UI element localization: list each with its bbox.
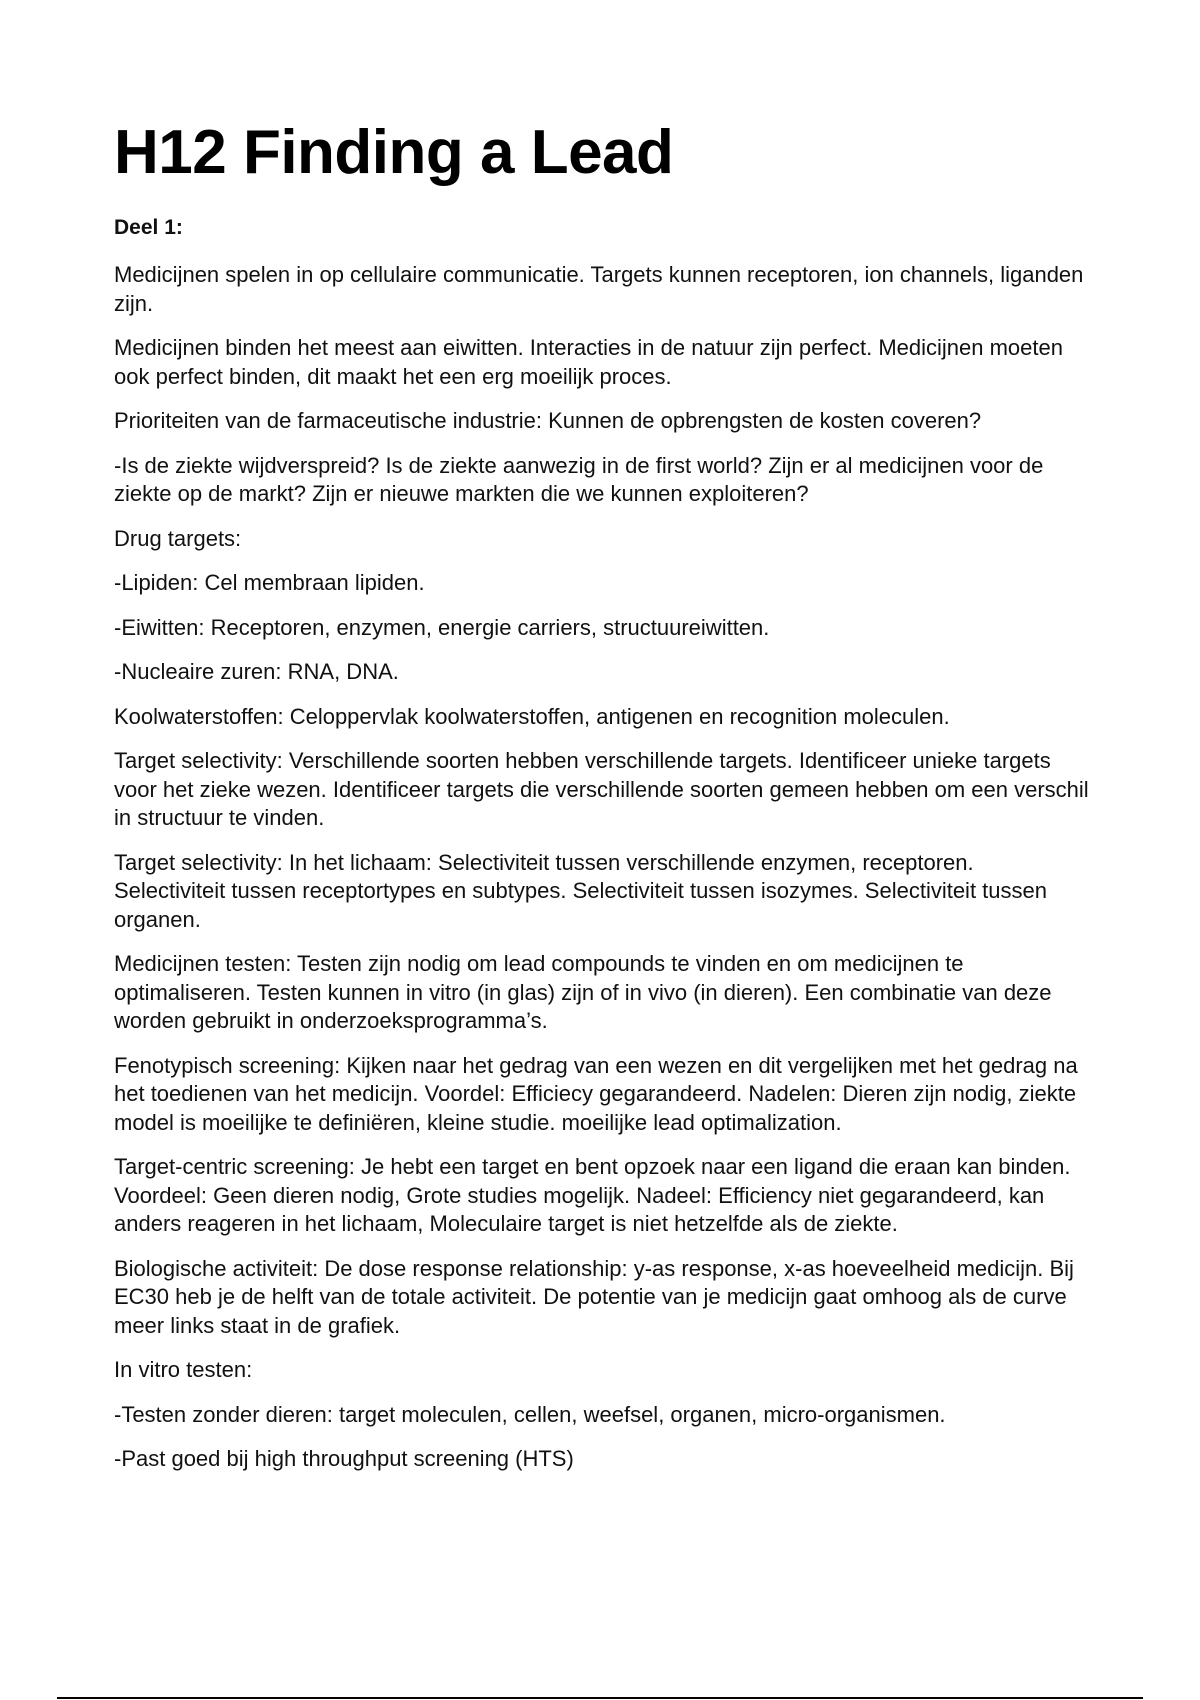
- paragraph-medicijnen-testen: Medicijnen testen: Testen zijn nodig om lead compounds te vinden en om medicijnen te optimaliseren. Testen kunnen in vitro (in glas) zijn of in vivo (in dieren). Een combinatie van deze worden gebruikt in onderzoeksprogramma’s.: [114, 951, 1052, 1033]
- list-item-eiwitten: -Eiwitten: Receptoren, enzymen, energie carriers, structuureiwitten.: [114, 614, 770, 640]
- paragraph-biologische-activiteit: Biologische activiteit: De dose response relationship: y-as response, x-as hoeveelheid medicijn. Bij EC30 heb je de helft van de totale activiteit. De potentie van je medicijn gaat omhoog als de curve meer links staat in de grafiek.: [114, 1255, 1074, 1338]
- paragraph-eiwitten-binden: Medicijnen binden het meest aan eiwitten. Interacties in de natuur zijn perfect. Medicijnen moeten ook perfect binden, dit maakt het een erg moeilijk proces.: [114, 335, 1063, 389]
- section-heading: Deel 1:: [114, 216, 183, 239]
- paragraph-cellulaire-communicatie: Medicijnen spelen in op cellulaire communicatie. Targets kunnen receptoren, ion channels, liganden zijn.: [114, 262, 1084, 316]
- document-page: [114, 118, 1089, 1490]
- list-item-testen-zonder-dieren: -Testen zonder dieren: target moleculen, cellen, weefsel, organen, micro-organismen.: [114, 1401, 946, 1427]
- paragraph-prioriteiten: Prioriteiten van de farmaceutische industrie: Kunnen de opbrengsten de kosten coveren?: [114, 408, 982, 433]
- page-title: H12 Finding a Lead: [114, 118, 674, 187]
- list-item-nucleaire-zuren: -Nucleaire zuren: RNA, DNA.: [114, 659, 399, 684]
- paragraph-koolwaterstoffen: Koolwaterstoffen: Celoppervlak koolwaterstoffen, antigenen en recognition moleculen.: [114, 703, 950, 729]
- paragraph-target-centric-screening: Target-centric screening: Je hebt een target en bent opzoek naar een ligand die eraan kan binden. Voordeel: Geen dieren nodig, Grote studies mogelijk. Nadeel: Efficiency niet gegarandeerd, kan anders reageren in het lichaam, Moleculaire target is niet hetzelfde als de ziekte.: [114, 1154, 1071, 1236]
- list-item-lipiden: -Lipiden: Cel membraan lipiden.: [114, 570, 425, 595]
- paragraph-target-selectivity-soorten: Target selectivity: Verschillende soorten hebben verschillende targets. Identificeer unieke targets voor het zieke wezen. Identificeer targets die verschillende soorten gemeen hebben om een verschil in structuur te vinden.: [114, 748, 1089, 830]
- list-item-high-throughput-screening: -Past goed bij high throughput screening (HTS): [114, 1446, 574, 1471]
- paragraph-fenotypisch-screening: Fenotypisch screening: Kijken naar het gedrag van een wezen en dit vergelijken met het gedrag na het toedienen van het medicijn. Voordel: Efficiecy gegarandeerd. Nadelen: Dieren zijn nodig, ziekte model is moeilijke te definiëren, kleine studie. moeilijke lead optimalization.: [114, 1052, 1078, 1135]
- paragraph-drug-targets: Drug targets:: [114, 525, 242, 551]
- paragraph-in-vitro-testen: In vitro testen:: [114, 1357, 253, 1382]
- paragraph-ziekte-vragen: -Is de ziekte wijdverspreid? Is de ziekte aanwezig in de first world? Zijn er al medicijnen voor de ziekte op de markt? Zijn er nieuwe markten die we kunnen exploiteren?: [114, 452, 1044, 506]
- paragraph-target-selectivity-lichaam: Target selectivity: In het lichaam: Selectiviteit tussen verschillende enzymen, receptoren. Selectiviteit tussen receptortypes en subtypes. Selectiviteit tussen isozymes. Selectiviteit tussen organen.: [114, 849, 1047, 932]
- bottom-divider: [57, 1697, 1143, 1699]
